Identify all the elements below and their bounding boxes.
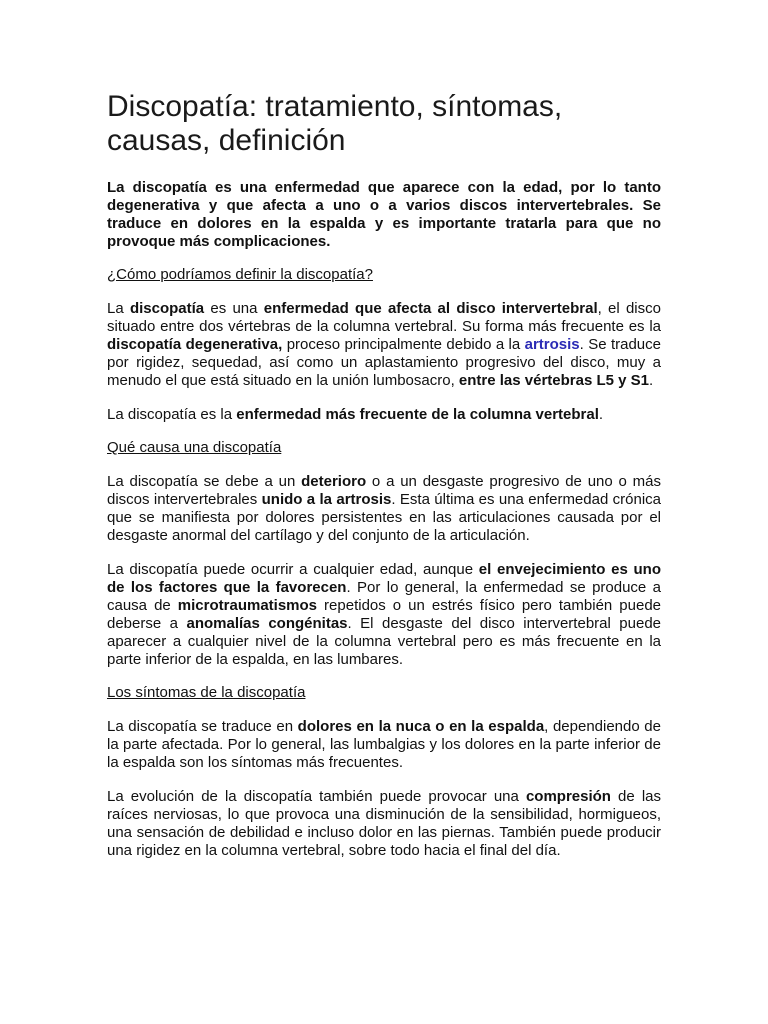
paragraph-causes-2: La discopatía puede ocurrir a cualquier edad, aunque el envejecimiento es uno de los factores que la favorecen. Por lo general, la enfermedad se produce a causa de microtraumatismos repetidos o un estrés físico pero también puede deberse a anomalías congénitas. El desgaste del disco intervertebral puede aparecer a cualquier nivel de la columna vertebral pero es más frecuente en la parte inferior de la espalda, en las lumbares. (107, 561, 662, 668)
section-heading-causes: Qué causa una discopatía (107, 439, 282, 456)
page-title: Discopatía: tratamiento, síntomas, causas, definición (107, 90, 563, 157)
paragraph-definition-2: La discopatía es la enfermedad más frecuente de la columna vertebral. (107, 406, 604, 423)
paragraph-symptoms-2: La evolución de la discopatía también puede provocar una compresión de las raíces nerviosas, lo que provoca una disminución de la sensibilidad, hormigueos, una sensación de debilidad e incluso dolor en las piernas. También puede producir una rigidez en la columna vertebral, sobre todo hacia el final del día. (107, 788, 661, 859)
paragraph-definition-1: La discopatía es una enfermedad que afecta al disco intervertebral, el disco situado entre dos vértebras de la columna vertebral. Su forma más frecuente es la discopatía degenerativa, proceso principalmente debido a la artrosis. Se traduce por rigidez, sequedad, así como un aplastamiento progresivo del disco, muy a menudo el que está situado en la unión lumbosacro, entre las vértebras L5 y S1. (107, 300, 661, 389)
artrosis-link[interactable]: artrosis (524, 336, 580, 353)
section-heading-symptoms: Los síntomas de la discopatía (107, 684, 306, 701)
paragraph-causes-1: La discopatía se debe a un deterioro o a un desgaste progresivo de uno o más discos intervertebrales unido a la artrosis. Esta última es una enfermedad crónica que se manifiesta por dolores persistentes en las articulaciones causada por el desgaste anormal del cartílago y del conjunto de la articulación. (107, 473, 662, 544)
lead-paragraph: La discopatía es una enfermedad que aparece con la edad, por lo tanto degenerativa y que afecta a uno o a varios discos intervertebrales. Se traduce en dolores en la espalda y es importante tratarla para que no provoque más complicaciones. (107, 179, 661, 250)
section-heading-definition: ¿Cómo podríamos definir la discopatía? (107, 266, 373, 283)
paragraph-symptoms-1: La discopatía se traduce en dolores en la nuca o en la espalda, dependiendo de la parte afectada. Por lo general, las lumbalgias y los dolores en la parte inferior de la espalda son los síntomas más frecuentes. (107, 718, 661, 771)
